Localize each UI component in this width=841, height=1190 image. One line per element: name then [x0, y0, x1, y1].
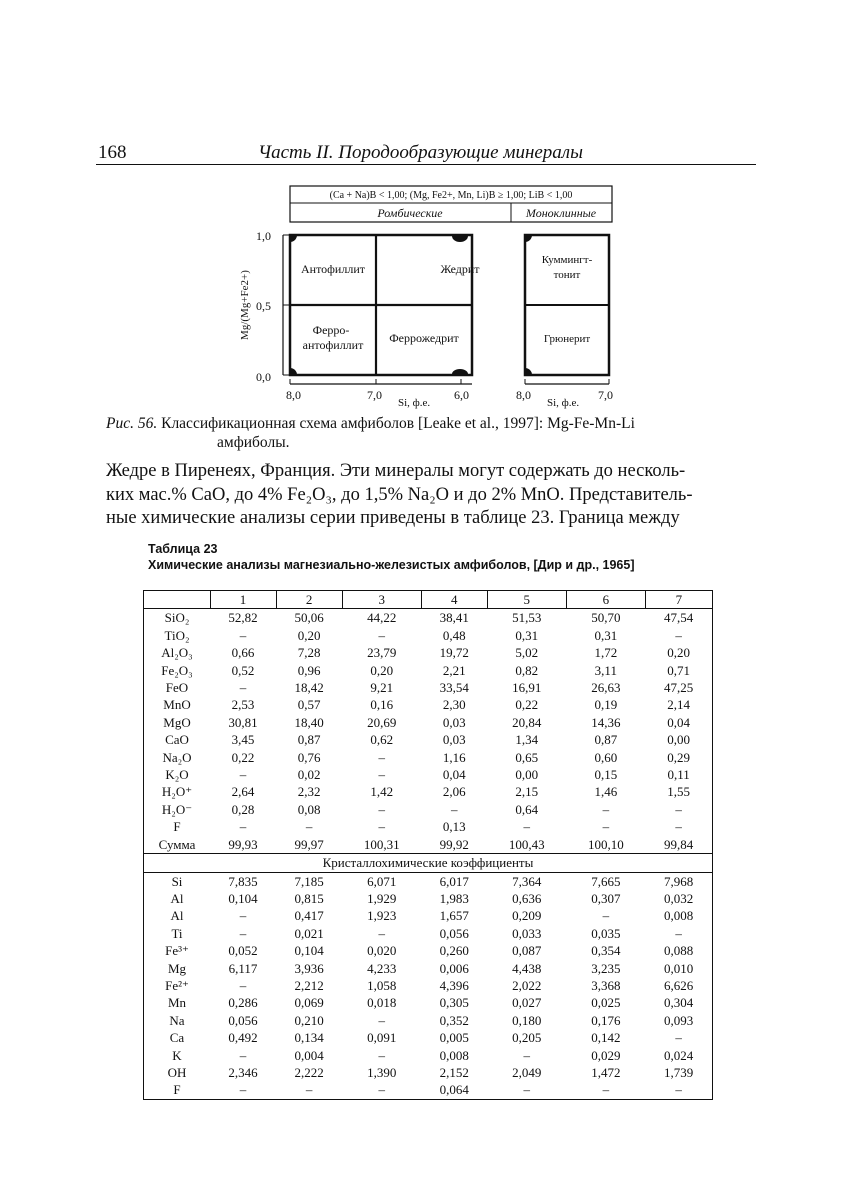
table-cell: 3,45 — [231, 732, 255, 748]
table-cell: 2,022 — [512, 977, 542, 993]
condition-text: (Ca + Na)B < 1,00; (Mg, Fe2+, Mn, Li)B ≥ 1,00; LiB < 1,00 — [329, 190, 573, 201]
table-cell: – — [239, 627, 247, 643]
table-cell: 0,035 — [591, 925, 621, 941]
table-cell: – — [378, 925, 385, 941]
oxide-rows — [144, 609, 713, 854]
table-row — [144, 662, 713, 679]
table-cell: 0,354 — [591, 943, 621, 959]
row-label: Fe²⁺ — [165, 977, 189, 993]
table-cell: 0,032 — [664, 890, 694, 906]
table-row — [144, 1047, 713, 1064]
table-row — [144, 942, 713, 959]
table-cell: 0,024 — [664, 1047, 694, 1063]
table-cell: 0,008 — [664, 908, 694, 924]
table-cell: 0,20 — [667, 645, 691, 661]
table-cell: 2,21 — [442, 662, 466, 678]
table-row — [144, 783, 713, 800]
field-cummingtonite-1: Куммингт- — [541, 254, 593, 266]
table-header-row — [144, 591, 713, 609]
table-cell: 0,60 — [594, 749, 618, 765]
table-cell: 0,052 — [228, 943, 258, 959]
table-cell: 0,027 — [512, 995, 542, 1011]
table-cell: 16,91 — [512, 680, 542, 696]
caption-line1: Классификационная схема амфиболов [Leake et al., 1997]: Mg-Fe-Mn-Li — [161, 415, 635, 432]
table-cell: 0,31 — [515, 627, 539, 643]
row-label: Si — [171, 873, 183, 889]
table-cell: 0,04 — [442, 767, 466, 783]
table-cell: 0,025 — [591, 995, 621, 1011]
table-cell: 0,209 — [512, 908, 542, 924]
table-cell: 9,21 — [370, 680, 394, 696]
table-cell: 0,08 — [297, 801, 321, 817]
row-label: Ca — [169, 1030, 185, 1046]
table-cell: 50,06 — [294, 610, 324, 626]
table-cell: – — [305, 1082, 313, 1098]
table-cell: – — [602, 908, 610, 924]
table-cell: – — [602, 1082, 610, 1098]
table-cell: 1,657 — [439, 908, 469, 924]
table-cell: – — [305, 819, 313, 835]
table-cell: 0,180 — [512, 1012, 542, 1028]
table-cell: 0,492 — [228, 1030, 258, 1046]
table-cell: 7,28 — [297, 645, 321, 661]
group-ortho-label: Ромбические — [377, 206, 443, 220]
field-gedrite: Жедрит — [440, 262, 480, 276]
column-header: 3 — [342, 591, 421, 609]
coefficient-rows — [144, 872, 713, 1099]
table-row — [144, 1029, 713, 1046]
table-cell: 20,69 — [367, 714, 397, 730]
figure-caption — [106, 414, 766, 452]
row-label: Na — [169, 1012, 185, 1028]
table-cell: – — [239, 1082, 247, 1098]
table-cell: 6,626 — [664, 977, 694, 993]
table-cell: 0,29 — [667, 749, 691, 765]
table-cell: 1,929 — [367, 890, 397, 906]
table-cell: 44,22 — [367, 610, 397, 626]
table-row — [144, 801, 713, 818]
subheader-group — [144, 854, 713, 872]
table-row — [144, 609, 713, 627]
table-cell: 0,71 — [667, 662, 691, 678]
table-cell: 0,66 — [231, 645, 255, 661]
table-cell: 1,72 — [594, 645, 618, 661]
table-cell: 4,438 — [512, 960, 542, 976]
table-cell: 0,010 — [664, 960, 694, 976]
table-cell: 52,82 — [228, 610, 258, 626]
table-row — [144, 977, 713, 994]
x-tick: 6,0 — [454, 388, 469, 402]
table-cell: 0,286 — [228, 995, 258, 1011]
field-ferroanthophyllite-2: антофиллит — [302, 338, 364, 352]
table-cell: 0,28 — [231, 801, 255, 817]
table-cell: 0,307 — [591, 890, 621, 906]
table-cell: 2,212 — [294, 977, 324, 993]
column-header: 4 — [421, 591, 487, 609]
table-cell: 47,54 — [664, 610, 694, 626]
table-cell: 6,017 — [439, 873, 469, 889]
table-cell: 0,87 — [297, 732, 321, 748]
table-cell: 0,04 — [667, 714, 691, 730]
table-cell: 99,92 — [439, 836, 469, 852]
table-cell: 0,021 — [294, 925, 324, 941]
table-cell: – — [451, 801, 458, 817]
table-cell: 0,006 — [439, 960, 469, 976]
caption-line2: амфиболы. — [217, 434, 290, 451]
table-cell: 0,57 — [297, 697, 321, 713]
row-label: CaO — [165, 732, 189, 748]
table-cell: 0,20 — [297, 627, 321, 643]
table-cell: 0,004 — [294, 1047, 324, 1063]
table-cell: 4,396 — [439, 977, 469, 993]
table-cell: 0,13 — [442, 819, 466, 835]
table-cell: 100,43 — [508, 836, 545, 852]
table-cell: 0,62 — [370, 732, 394, 748]
table-cell: 26,63 — [591, 680, 621, 696]
table-cell: 4,233 — [367, 960, 397, 976]
table-cell: 0,091 — [367, 1030, 397, 1046]
table-cell: – — [675, 925, 682, 941]
table-cell: 0,142 — [591, 1030, 621, 1046]
table-cell: 2,64 — [231, 784, 255, 800]
x-tick: 7,0 — [367, 388, 382, 402]
field-grunerite: Грюнерит — [543, 333, 591, 345]
table-cell: – — [602, 801, 610, 817]
table-cell: 0,22 — [515, 697, 539, 713]
table-cell: – — [523, 1082, 531, 1098]
table-cell: 0,11 — [667, 767, 690, 783]
table-cell: 0,064 — [439, 1082, 469, 1098]
row-label: OH — [167, 1064, 187, 1080]
table-cell: 2,14 — [667, 697, 691, 713]
table-cell: 0,029 — [591, 1047, 621, 1063]
table-cell: – — [378, 1012, 385, 1028]
table-cell: 0,00 — [667, 732, 691, 748]
group-mono-label: Моноклинные — [525, 206, 597, 220]
table-cell: 2,222 — [294, 1064, 324, 1080]
table-row — [144, 890, 713, 907]
table-cell: 0,76 — [297, 749, 321, 765]
table-cell: 1,472 — [591, 1064, 621, 1080]
column-header: 2 — [276, 591, 342, 609]
table-cell: – — [239, 925, 247, 941]
table-cell: 1,16 — [442, 749, 466, 765]
table-row — [144, 907, 713, 924]
table-cell: – — [675, 801, 682, 817]
table-cell: 38,41 — [439, 610, 469, 626]
table-row — [144, 1012, 713, 1029]
table-cell: 0,82 — [515, 662, 539, 678]
table-cell: – — [239, 767, 247, 783]
table-cell: 0,205 — [512, 1030, 542, 1046]
table-cell: 0,22 — [231, 749, 255, 765]
table-cell: 0,03 — [442, 714, 466, 730]
row-label: Na₂O — [162, 749, 192, 765]
table-row — [144, 872, 713, 890]
field-cummingtonite-2: тонит — [553, 269, 581, 281]
table-cell: 47,25 — [664, 680, 694, 696]
table-cell: 1,983 — [439, 890, 469, 906]
table-cell: 100,10 — [587, 836, 624, 852]
table-row — [144, 925, 713, 942]
table-cell: 0,64 — [515, 801, 539, 817]
table-cell: 0,033 — [512, 925, 542, 941]
body-line: Жедре в Пиренеях, Франция. Эти минералы могут содержать до несколь- — [106, 461, 686, 481]
table-cell: 3,235 — [591, 960, 621, 976]
row-label: H₂O⁺ — [161, 784, 193, 800]
x-tick: 8,0 — [516, 388, 531, 402]
table-cell: 0,15 — [594, 767, 618, 783]
table-cell: 0,19 — [594, 697, 618, 713]
table-cell: 0,104 — [294, 943, 324, 959]
table-cell: 99,93 — [228, 836, 258, 852]
table-cell: – — [602, 819, 610, 835]
x-axis-label-left: Si, ф.е. — [398, 397, 431, 409]
row-label: Fe³⁺ — [165, 943, 189, 959]
row-label: F — [173, 819, 181, 835]
table-cell: 1,058 — [367, 977, 397, 993]
table-cell: – — [239, 819, 247, 835]
column-header: 5 — [487, 591, 566, 609]
x-axis-label-right: Si, ф.е. — [547, 397, 580, 409]
subheader-row — [144, 854, 713, 872]
table-cell: 0,31 — [594, 627, 618, 643]
table-cell: 99,84 — [664, 836, 694, 852]
table-cell: – — [523, 1047, 531, 1063]
table-row — [144, 714, 713, 731]
row-label: Al — [170, 908, 184, 924]
row-label: MgO — [163, 714, 191, 730]
table-cell: 2,152 — [439, 1064, 469, 1080]
table-cell: 3,368 — [591, 977, 621, 993]
table-cell: 0,96 — [297, 662, 321, 678]
running-title: Часть II. Породообразующие минералы — [258, 142, 583, 163]
table-cell: 0,02 — [297, 767, 321, 783]
field-anthophyllite: Антофиллит — [300, 262, 366, 276]
table-cell: 0,093 — [664, 1012, 694, 1028]
table-cell: 19,72 — [439, 645, 469, 661]
table-cell: 0,056 — [228, 1012, 258, 1028]
table-cell: 1,923 — [367, 908, 397, 924]
table-cell: – — [239, 908, 247, 924]
table-cell: 6,117 — [228, 960, 258, 976]
table-cell: 0,176 — [591, 1012, 621, 1028]
table-cell: 20,84 — [512, 714, 542, 730]
table-row — [144, 836, 713, 854]
table-row — [144, 818, 713, 835]
field-ferrogedrite: Феррожедрит — [389, 331, 459, 345]
table-cell: 0,00 — [515, 767, 539, 783]
table-title: Химические анализы магнезиально-железистых амфиболов, [Дир и др., 1965] — [148, 558, 635, 572]
table-cell: 0,636 — [512, 890, 542, 906]
table-cell: 3,11 — [594, 662, 617, 678]
table-cell: 0,417 — [294, 908, 324, 924]
table-cell: 0,305 — [439, 995, 469, 1011]
body-line: ные химические анализы серии приведены в таблице 23. Граница между — [106, 508, 680, 528]
row-label: Ti — [171, 925, 183, 941]
table-cell: 6,071 — [367, 873, 397, 889]
table-row — [144, 644, 713, 661]
table-cell: 3,936 — [294, 960, 324, 976]
table-cell: 2,15 — [515, 784, 539, 800]
table-cell: 0,008 — [439, 1047, 469, 1063]
table-cell: 2,049 — [512, 1064, 542, 1080]
table-cell: 51,53 — [512, 610, 542, 626]
table-cell: – — [378, 749, 385, 765]
row-label: Fe₂O₃ — [161, 662, 193, 678]
row-label: K — [172, 1047, 182, 1063]
table-cell: 7,968 — [664, 873, 694, 889]
body-paragraph — [106, 460, 762, 531]
row-label: H₂O⁻ — [161, 801, 193, 817]
table-cell: – — [378, 627, 385, 643]
table-cell: 5,02 — [515, 645, 539, 661]
table-cell: 0,210 — [294, 1012, 324, 1028]
field-ferroanthophyllite-1: Ферро- — [312, 323, 350, 337]
table-cell: 1,34 — [515, 732, 539, 748]
analyses-table — [143, 590, 713, 1100]
row-label: SiO₂ — [164, 610, 190, 626]
table-row — [144, 627, 713, 644]
table-cell: 0,134 — [294, 1030, 324, 1046]
row-label: Mg — [167, 960, 187, 976]
table-cell: 0,005 — [439, 1030, 469, 1046]
table-cell: 7,185 — [294, 873, 324, 889]
page-number: 168 — [98, 142, 127, 163]
column-header: 7 — [645, 591, 712, 609]
table-cell: 99,97 — [294, 836, 324, 852]
x-tick: 7,0 — [598, 388, 613, 402]
table-row — [144, 731, 713, 748]
table-cell: – — [675, 627, 682, 643]
row-label: MnO — [163, 697, 191, 713]
table-cell: – — [523, 819, 531, 835]
subheader-cell: Кристаллохимические коэффициенты — [144, 854, 713, 872]
table-cell: – — [378, 819, 385, 835]
x-tick: 8,0 — [286, 388, 301, 402]
table-cell: 0,087 — [512, 943, 542, 959]
table-cell: – — [675, 819, 682, 835]
table-cell: 14,36 — [591, 714, 621, 730]
table-cell: – — [239, 977, 247, 993]
table-cell: 23,79 — [367, 645, 397, 661]
table-cell: 0,16 — [370, 697, 394, 713]
table-cell: 7,364 — [512, 873, 542, 889]
table-cell: – — [239, 680, 247, 696]
column-header: 6 — [566, 591, 645, 609]
row-label: Mn — [167, 995, 187, 1011]
table-row — [144, 994, 713, 1011]
y-tick: 0,5 — [256, 299, 271, 313]
y-tick: 1,0 — [256, 229, 271, 243]
table-cell: 0,20 — [370, 662, 394, 678]
table-cell: 0,069 — [294, 995, 324, 1011]
row-label: FeO — [165, 680, 189, 696]
row-label: K₂O — [165, 767, 189, 783]
table-cell: – — [378, 767, 385, 783]
table-cell: 0,020 — [367, 943, 397, 959]
table-row — [144, 960, 713, 977]
body-line: ких мас.% CaO, до 4% Fe₂O₃, до 1,5% Na₂O и до 2% MnO. Представитель- — [106, 484, 693, 505]
row-label: Al₂O₃ — [161, 645, 193, 661]
table-cell: 30,81 — [228, 714, 258, 730]
table-row — [144, 1081, 713, 1099]
table-cell: 2,32 — [297, 784, 321, 800]
table-cell: 0,65 — [515, 749, 539, 765]
table-cell: 0,018 — [367, 995, 397, 1011]
table-cell: – — [675, 1030, 682, 1046]
row-label: TiO₂ — [164, 627, 190, 643]
row-label: Сумма — [158, 836, 196, 852]
column-header: 1 — [210, 591, 276, 609]
table-cell: 7,665 — [591, 873, 621, 889]
y-axis-label: Mg/(Mg+Fe2+) — [239, 270, 251, 340]
table-cell: 50,70 — [591, 610, 621, 626]
table-cell: 2,30 — [442, 697, 466, 713]
table-cell: 2,53 — [231, 697, 255, 713]
table-cell: 1,55 — [667, 784, 691, 800]
table-cell: – — [675, 1082, 682, 1098]
table-cell: – — [378, 1082, 385, 1098]
table-cell: 0,056 — [439, 925, 469, 941]
table-cell: 100,31 — [363, 836, 400, 852]
table-cell: 33,54 — [439, 680, 469, 696]
table-cell: 0,088 — [664, 943, 694, 959]
caption-label: Рис. 56. — [106, 415, 158, 432]
table-cell: 0,87 — [594, 732, 618, 748]
table-cell: – — [378, 1047, 385, 1063]
table-cell: 18,42 — [294, 680, 324, 696]
table-row — [144, 766, 713, 783]
column-header — [144, 591, 211, 609]
table-row — [144, 749, 713, 766]
table-row — [144, 696, 713, 713]
row-label: Al — [170, 890, 184, 906]
table-cell: 0,03 — [442, 732, 466, 748]
table-cell: – — [378, 801, 385, 817]
table-row — [144, 1064, 713, 1081]
table-cell: 0,260 — [439, 943, 469, 959]
table-cell: 18,40 — [294, 714, 324, 730]
y-tick: 0,0 — [256, 370, 271, 384]
table-cell: 2,346 — [228, 1064, 258, 1080]
row-label: F — [173, 1082, 181, 1098]
table-cell: 7,835 — [228, 873, 258, 889]
table-cell: 2,06 — [442, 784, 466, 800]
table-cell: 1,42 — [370, 784, 394, 800]
table-cell: 0,48 — [442, 627, 466, 643]
table-cell: 1,739 — [664, 1064, 694, 1080]
table-cell: 0,304 — [664, 995, 694, 1011]
classification-diagram — [0, 0, 841, 412]
table-cell: 0,52 — [231, 662, 255, 678]
table-cell: 0,352 — [439, 1012, 469, 1028]
table-label: Таблица 23 — [148, 542, 218, 556]
table-cell: 1,46 — [594, 784, 618, 800]
table-cell: 0,815 — [294, 890, 324, 906]
table-cell: – — [239, 1047, 247, 1063]
table-cell: 1,390 — [367, 1064, 397, 1080]
table-row — [144, 679, 713, 696]
table-cell: 0,104 — [228, 890, 258, 906]
